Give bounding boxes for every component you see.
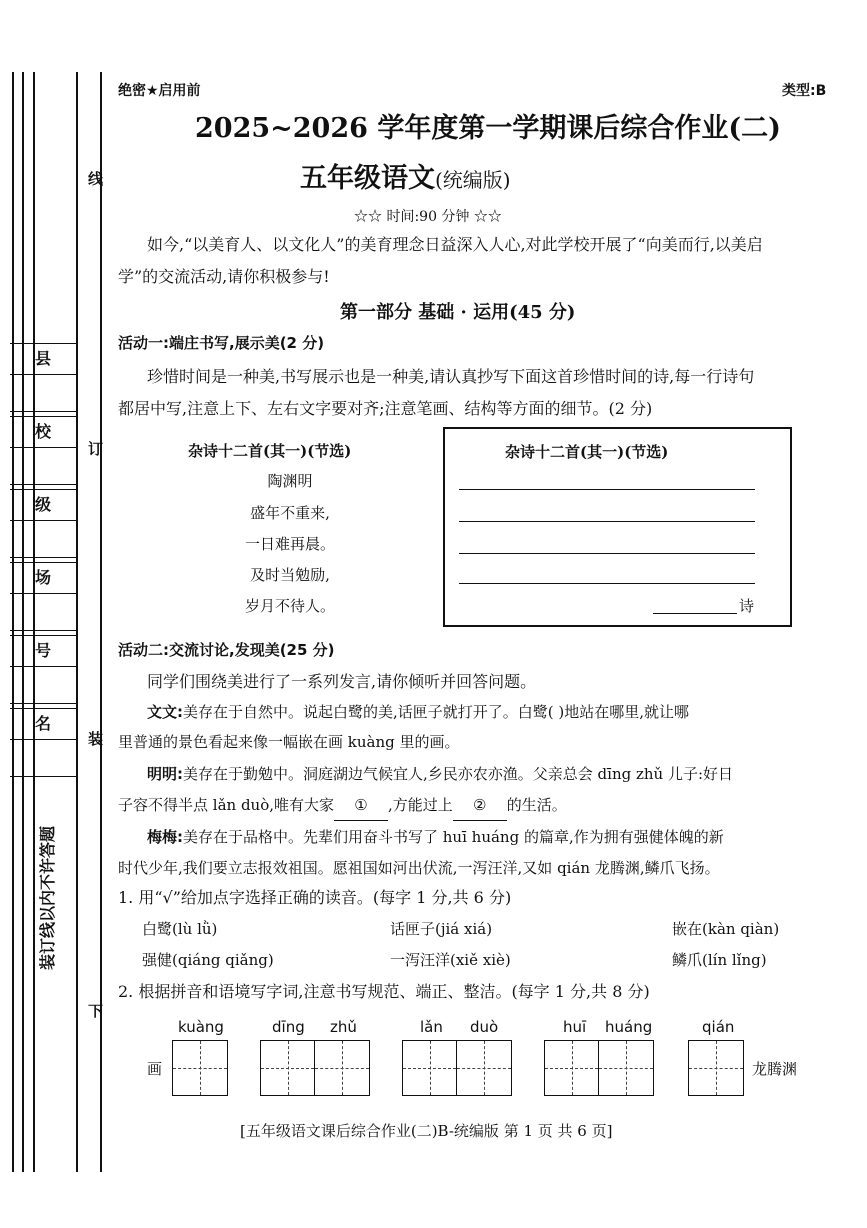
margin-mark-xian: 线	[88, 170, 104, 188]
subject-name: 五年级语文	[300, 163, 435, 194]
poem-line-3: 及时当勉励,	[250, 566, 330, 584]
q1-item[interactable]: 一泻汪洋(xiě xiè)	[390, 951, 511, 969]
q1-item[interactable]: 强健(qiáng qiǎng)	[142, 951, 274, 969]
pinyin-label: kuàng	[178, 1018, 224, 1036]
page-footer: [五年级语文课后综合作业(二)B-统编版 第 1 页 共 6 页]	[240, 1122, 613, 1140]
field-school[interactable]: 校	[10, 416, 76, 486]
copy-box[interactable]	[443, 427, 792, 627]
tian-grid-qian[interactable]	[688, 1040, 744, 1096]
field-exam-room[interactable]: 场	[10, 562, 76, 632]
q2-prefix: 画	[147, 1060, 163, 1078]
poem-title: 杂诗十二首(其一)(节选)	[188, 442, 352, 460]
poem-line-4: 岁月不待人。	[244, 597, 335, 615]
copy-line[interactable]	[459, 583, 755, 584]
binding-notice: 装订线以内不许答题	[38, 825, 57, 970]
edition-label: (统编版)	[435, 168, 511, 192]
tian-grid-landuo[interactable]	[402, 1040, 512, 1096]
secret-label: 绝密★启用前	[118, 83, 201, 99]
author-blank[interactable]	[653, 613, 737, 614]
margin-mark-ding: 订	[88, 440, 104, 458]
blank-2[interactable]: ②	[453, 790, 507, 821]
field-name[interactable]: 名	[10, 708, 76, 778]
margin-mark-zhuang: 装	[88, 730, 104, 748]
intro-line1: 如今,“以美育人、以文化人”的美育理念日益深入人心,对此学校开展了“向美而行,以美启	[147, 235, 763, 254]
subject-title	[300, 156, 511, 195]
copy-line[interactable]	[459, 521, 755, 522]
wenwen-line2: 里普通的景色看起来像一幅嵌在画 kuàng 里的画。	[118, 733, 460, 751]
wenwen-line1: 文文:美存在于自然中。说起白鹭的美,话匣子就打开了。白鹭( )地站在哪里,就让哪	[147, 703, 690, 721]
activity2-title: 活动二:交流讨论,发现美(25 分)	[118, 641, 335, 659]
field-number[interactable]: 号	[10, 635, 76, 705]
paper-type: 类型:B	[782, 83, 827, 99]
activity1-title: 活动一:端庄书写,展示美(2 分)	[118, 334, 325, 352]
mingming-line2: 子容不得半点 lǎn duò,唯有大家 ① ,方能过上 ② 的生活。	[118, 790, 567, 821]
pinyin-label: huáng	[605, 1018, 653, 1036]
pinyin-label: lǎn	[420, 1018, 443, 1036]
copy-box-suffix: 诗	[739, 597, 755, 615]
copy-line[interactable]	[459, 553, 755, 554]
activity1-line1: 珍惜时间是一种美,书写展示也是一种美,请认真抄写下面这首珍惜时间的诗,每一行诗句	[147, 367, 755, 386]
meimei-line1: 梅梅:美存在于品格中。先辈们用奋斗书写了 huī huáng 的篇章,作为拥有强健体魄的新	[147, 828, 724, 846]
poem-line-2: 一日难再晨。	[244, 535, 335, 553]
q1-item[interactable]: 鳞爪(lín lǐng)	[672, 951, 767, 969]
pinyin-label: duò	[470, 1018, 499, 1036]
pinyin-label: huī	[563, 1018, 587, 1036]
pinyin-label: dīng	[272, 1018, 305, 1036]
tian-grid-huihuang[interactable]	[544, 1040, 654, 1096]
blank-1[interactable]: ①	[334, 790, 388, 821]
poem-line-1: 盛年不重来,	[250, 504, 330, 522]
q1-item[interactable]: 嵌在(kàn qiàn)	[672, 920, 780, 938]
page-title: 2025~2026 学年度第一学期课后综合作业(二)	[195, 113, 781, 144]
pinyin-label: qián	[702, 1018, 735, 1036]
mingming-line1: 明明:美存在于勤勉中。洞庭湖边气候宜人,乡民亦农亦渔。父亲总会 dīng zhǔ 儿子:好日	[147, 765, 734, 783]
field-grade[interactable]: 级	[10, 489, 76, 559]
q2-stem: 2. 根据拼音和语境写字词,注意书写规范、端正、整洁。(每字 1 分,共 8 分)	[118, 982, 650, 1001]
tian-grid-kuang[interactable]	[172, 1040, 228, 1096]
part1-title: 第一部分 基础 · 运用(45 分)	[340, 302, 576, 323]
q1-item[interactable]: 白鹭(lù lǜ)	[142, 920, 218, 938]
copy-box-title: 杂诗十二首(其一)(节选)	[505, 443, 669, 461]
q1-item[interactable]: 话匣子(jiá xiá)	[390, 920, 493, 938]
activity2-intro: 同学们围绕美进行了一系列发言,请你倾听并回答问题。	[147, 672, 537, 691]
q1-stem: 1. 用“√”给加点字选择正确的读音。(每字 1 分,共 6 分)	[118, 888, 512, 907]
copy-line[interactable]	[459, 489, 755, 490]
tian-grid-dingzhu[interactable]	[260, 1040, 370, 1096]
field-county[interactable]: 县	[10, 343, 76, 413]
poem-author: 陶渊明	[267, 472, 313, 490]
q2-suffix: 龙腾渊	[752, 1060, 798, 1078]
intro-line2: 学”的交流活动,请你积极参与!	[118, 267, 330, 286]
exam-time: ☆☆ 时间:90 分钟 ☆☆	[354, 209, 502, 225]
pinyin-label: zhǔ	[330, 1018, 357, 1036]
meimei-line2: 时代少年,我们要立志报效祖国。愿祖国如河出伏流,一泻汪洋,又如 qián 龙腾渊,鳞爪飞扬。	[118, 859, 720, 877]
activity1-line2: 都居中写,注意上下、左右文字要对齐;注意笔画、结构等方面的细节。(2 分)	[118, 399, 653, 418]
margin-mark-xia: 下	[88, 1002, 104, 1020]
